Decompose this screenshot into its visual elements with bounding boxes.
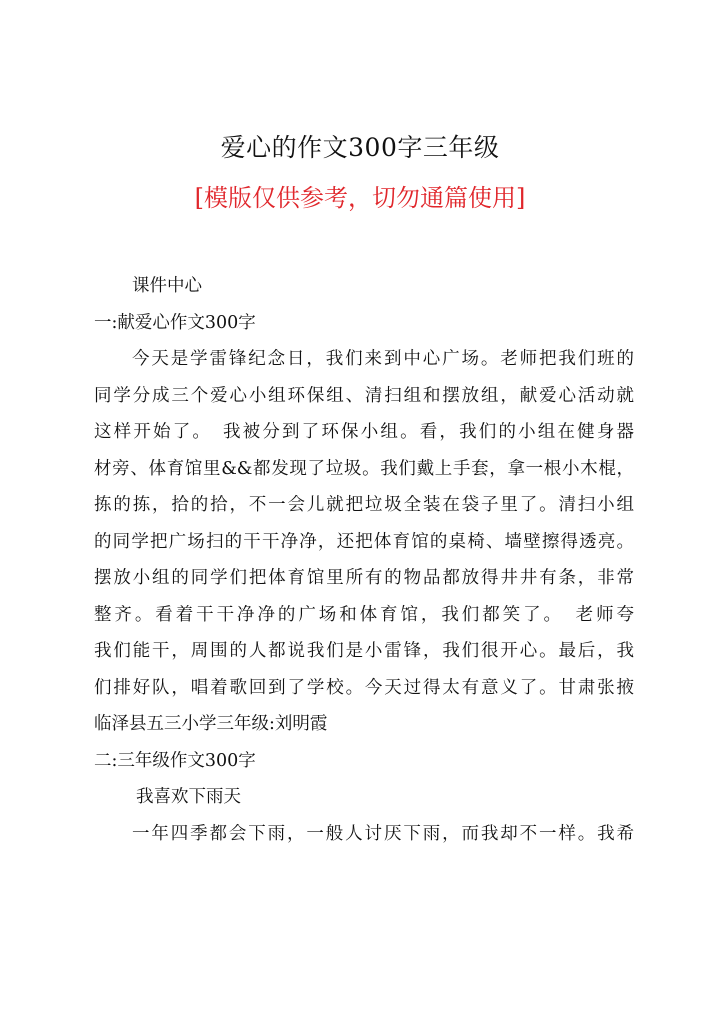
section-heading-1: 一:献爱心作文300字 [94, 312, 256, 333]
paragraph-line: 临泽县五三小学三年级:刘明霞 [94, 714, 328, 734]
paragraph-line: 我们能干，周围的人都说我们是小雷锋，我们很开心。最后，我 [94, 641, 634, 661]
paragraph-line: 材旁、体育馆里&&都发现了垃圾。我们戴上手套，拿一根小木棍， [94, 458, 634, 479]
paragraph-line: 整齐。看着干干净净的广场和体育馆，我们都笑了。 老师夸 [94, 604, 634, 625]
source-label: 课件中心 [132, 276, 202, 296]
template-notice: [模版仅供参考，切勿通篇使用] [194, 184, 526, 212]
paragraph-line: 同学分成三个爱心小组环保组、清扫组和摆放组，献爱心活动就 [94, 385, 634, 406]
essay-subtitle: 我喜欢下雨天 [136, 787, 241, 807]
paragraph-line: 一年四季都会下雨，一般人讨厌下雨，而我却不一样。我希 [132, 823, 634, 844]
paragraph-line: 摆放小组的同学们把体育馆里所有的物品都放得井井有条，非常 [94, 568, 634, 588]
paragraph-line: 拣的拣，拾的拾，不一会儿就把垃圾全装在袋子里了。清扫小组 [94, 495, 634, 515]
document-body [94, 268, 634, 852]
paragraph-line: 们排好队，唱着歌回到了学校。今天过得太有意义了。甘肃张掖 [94, 677, 634, 698]
document-title: 爱心的作文300字三年级 [220, 133, 500, 162]
paragraph-line: 今天是学雷锋纪念日，我们来到中心广场。老师把我们班的 [132, 349, 634, 369]
section-heading-2: 二:三年级作文300字 [94, 750, 256, 771]
paragraph-line: 这样开始了。 我被分到了环保小组。看，我们的小组在健身器 [94, 422, 634, 442]
paragraph-line: 的同学把广场扫的干干净净，还把体育馆的桌椅、墙壁擦得透亮。 [94, 531, 634, 552]
